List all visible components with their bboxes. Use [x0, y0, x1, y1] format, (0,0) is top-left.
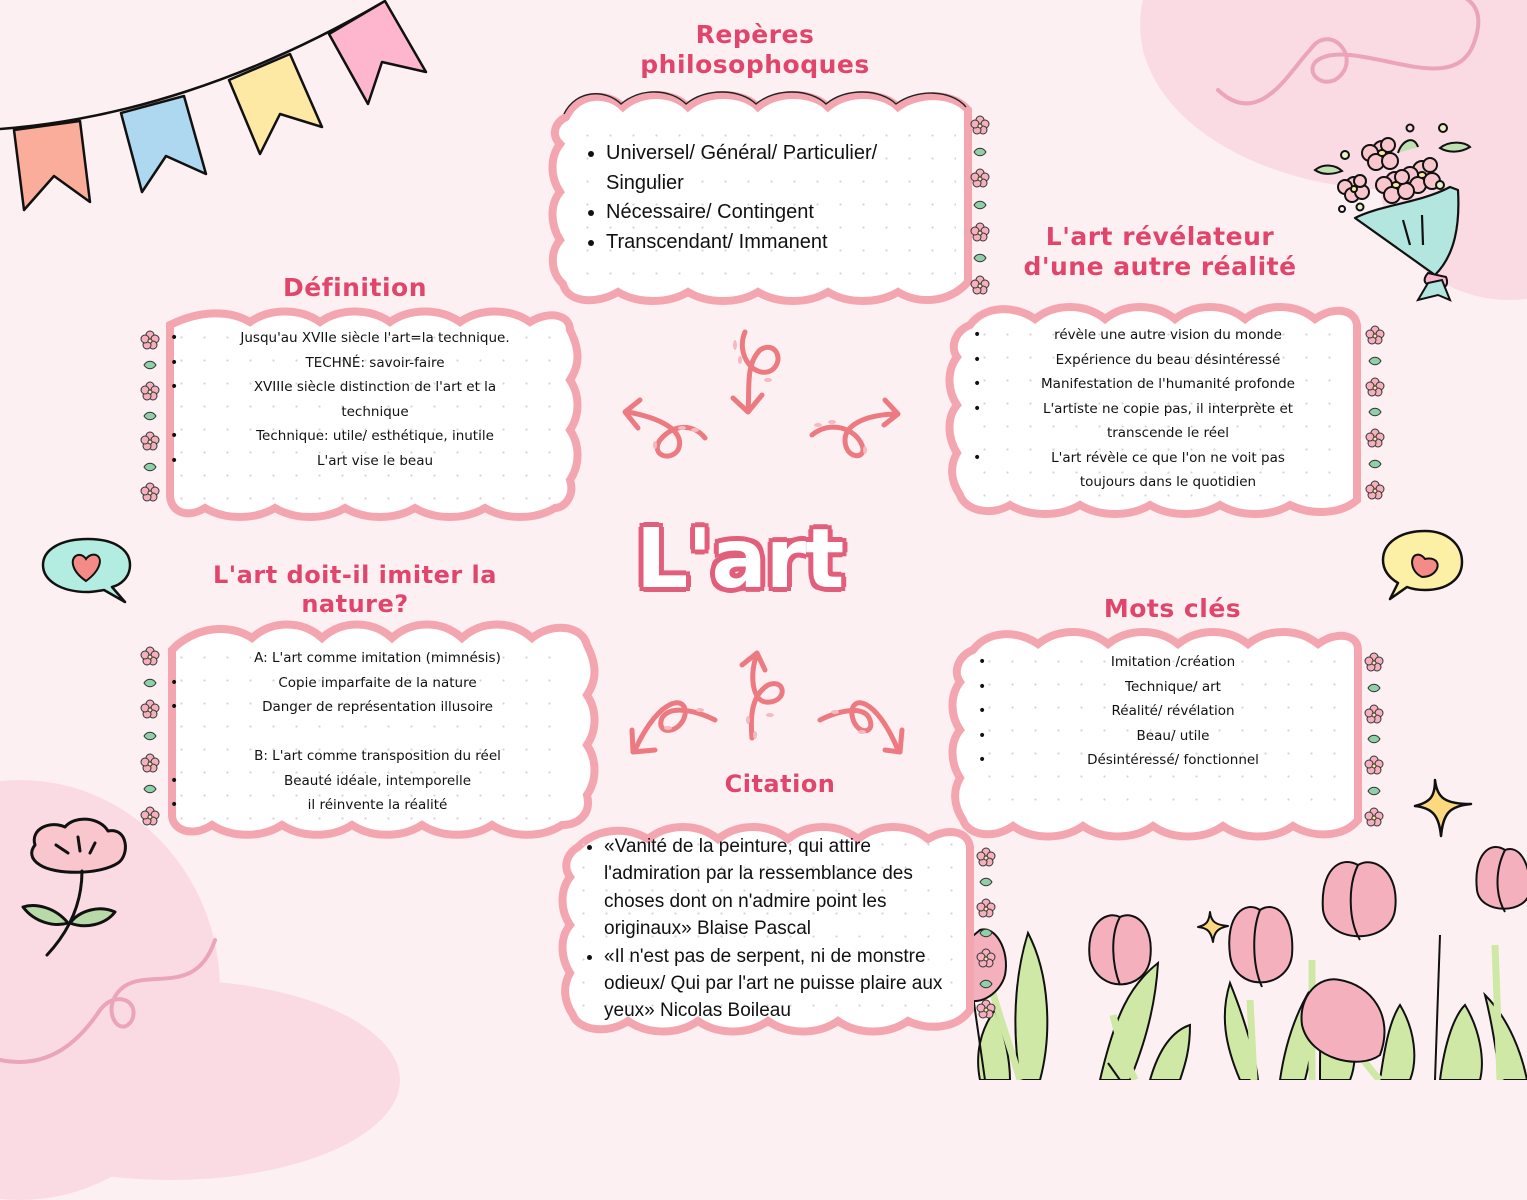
citation-content: [572, 833, 962, 1025]
imiter-item: • Danger de représentation illusoire: [170, 695, 565, 720]
flower-deco-icon: [140, 806, 160, 826]
citation-box: [558, 825, 976, 1035]
definition-item: • L'art vise le beau: [170, 449, 560, 474]
bunting-icon: [0, 0, 440, 220]
flower-deco-icon: [1365, 377, 1385, 397]
reperes-item: Singulier: [606, 171, 684, 194]
citation-heading: Citation: [724, 770, 836, 798]
leaf-deco-icon: [979, 877, 993, 887]
revelateur-heading: [1000, 222, 1320, 282]
flower-deco-icon: [970, 222, 990, 242]
flower-deco-icon: [140, 330, 160, 350]
flower-deco-icon: [970, 115, 990, 135]
revelateur-item: • révèle une autre vision du monde: [973, 323, 1343, 348]
speech-bubble-heart-icon-left: [40, 535, 135, 605]
mots-cles-item: • Technique/ art: [978, 675, 1348, 700]
leaf-deco-icon: [143, 784, 157, 794]
mots-cles-item: • Beau/ utile: [978, 724, 1348, 749]
leaf-deco-icon: [1367, 786, 1381, 796]
reperes-box: [548, 92, 973, 304]
citation-flower-column: [976, 847, 996, 1019]
revelateur-item: • L'art révèle ce que l'on ne voit pas: [973, 446, 1343, 471]
revelateur-item: • L'artiste ne copie pas, il interprète et: [973, 397, 1343, 422]
flower-deco-icon: [976, 948, 996, 968]
bouquet-icon: [1310, 115, 1490, 310]
definition-content: [170, 326, 560, 501]
mots-cles-box: [948, 630, 1366, 840]
flower-deco-icon: [1364, 652, 1384, 672]
swirl-line-top-right: [1200, 0, 1500, 120]
reperes-flower-column: [970, 115, 990, 295]
main-title: L'art: [636, 512, 844, 607]
flower-deco-icon: [976, 999, 996, 1019]
definition-item: • Jusqu'au XVIIe siècle l'art=la technique.: [170, 326, 560, 351]
revelateur-flower-column: [1365, 325, 1385, 500]
mots-cles-item: • Désintéressé/ fonctionnel: [978, 748, 1348, 773]
reperes-content: [576, 124, 956, 284]
citation-item: • «Il n'est pas de serpent, ni de monstre odieux/ Qui par l'art ne puisse plaire aux yeux» Nicolas Boileau: [604, 943, 962, 1025]
flower-deco-icon: [1364, 704, 1384, 724]
reperes-item: • Transcendant/ Immanent: [606, 228, 956, 258]
leaf-deco-icon: [1367, 734, 1381, 744]
leaf-deco-icon: [973, 147, 987, 157]
leaf-deco-icon: [143, 731, 157, 741]
leaf-deco-icon: [143, 360, 157, 370]
reperes-heading-line2: philosophoques: [640, 50, 870, 79]
leaf-deco-icon: [979, 979, 993, 989]
leaf-deco-icon: [143, 678, 157, 688]
flower-icon: [20, 815, 130, 965]
citation-item: • «Vanité de la peinture, qui attire l'admiration par la ressemblance des choses dont on n'admire point les originaux» Blaise Pascal: [604, 833, 962, 943]
leaf-deco-icon: [973, 253, 987, 263]
leaf-deco-icon: [143, 411, 157, 421]
revelateur-heading-line1: L'art révélateur: [1045, 222, 1275, 251]
reperes-item: • Universel/ Général/ Particulier/: [606, 139, 956, 169]
flower-deco-icon: [1365, 428, 1385, 448]
leaf-deco-icon: [973, 200, 987, 210]
leaf-deco-icon: [1368, 356, 1382, 366]
revelateur-box: [945, 305, 1365, 517]
revelateur-item: toujours dans le quotidien: [1079, 474, 1257, 490]
leaf-deco-icon: [1368, 459, 1382, 469]
imiter-item: • Copie imparfaite de la nature: [170, 671, 565, 696]
imiter-item: B: L'art comme transposition du réel: [254, 748, 501, 764]
definition-item: • TECHNÉ: savoir-faire: [170, 351, 560, 376]
definition-item: • XVIIIe siècle distinction de l'art et la: [170, 375, 560, 400]
flower-deco-icon: [970, 275, 990, 295]
flower-deco-icon: [140, 753, 160, 773]
leaf-deco-icon: [1368, 407, 1382, 417]
imiter-item: • il réinvente la réalité: [170, 793, 565, 818]
imiter-item: • Beauté idéale, intemporelle: [170, 769, 565, 794]
mots-cles-heading: Mots clés: [1103, 594, 1242, 623]
imiter-flower-column: [140, 646, 160, 826]
flower-deco-icon: [140, 431, 160, 451]
definition-item: • Technique: utile/ esthétique, inutile: [170, 424, 560, 449]
flower-deco-icon: [140, 646, 160, 666]
flower-deco-icon: [1364, 755, 1384, 775]
imiter-item: A: L'art comme imitation (mimnésis): [254, 650, 501, 666]
leaf-deco-icon: [1367, 683, 1381, 693]
revelateur-content: [973, 323, 1343, 503]
flower-deco-icon: [1365, 480, 1385, 500]
imiter-box: [162, 620, 602, 840]
definition-flower-column: [140, 330, 160, 502]
mots-cles-content: [978, 650, 1348, 820]
imiter-heading-line1: L'art doit-il imiter la: [213, 561, 497, 589]
flower-deco-icon: [970, 168, 990, 188]
imiter-item: [170, 720, 565, 745]
revelateur-item: • Expérience du beau désintéressé: [973, 348, 1343, 373]
flower-deco-icon: [140, 482, 160, 502]
definition-item: technique: [341, 403, 409, 420]
flower-deco-icon: [140, 381, 160, 401]
flower-deco-icon: [1365, 325, 1385, 345]
imiter-heading-line2: nature?: [301, 589, 409, 618]
revelateur-item: transcende le réel: [1106, 425, 1230, 441]
leaf-deco-icon: [143, 462, 157, 472]
definition-box: [160, 310, 585, 520]
mots-cles-item: • Réalité/ révélation: [978, 699, 1348, 724]
reperes-item: • Nécessaire/ Contingent: [606, 198, 956, 228]
reperes-heading: [600, 20, 910, 80]
flower-deco-icon: [1364, 807, 1384, 827]
flower-deco-icon: [976, 898, 996, 918]
flower-deco-icon: [976, 847, 996, 867]
revelateur-item: • Manifestation de l'humanité profonde: [973, 372, 1343, 397]
definition-heading: Définition: [282, 273, 427, 302]
imiter-content: [170, 646, 565, 826]
speech-bubble-heart-icon-right: [1380, 527, 1470, 602]
imiter-heading: [200, 561, 510, 619]
revelateur-heading-line2: d'une autre réalité: [1023, 252, 1297, 281]
curly-arrow-icons: [600, 310, 920, 760]
leaf-deco-icon: [979, 928, 993, 938]
reperes-heading-line1: Repères: [695, 20, 815, 49]
flower-deco-icon: [140, 699, 160, 719]
mots-cles-item: • Imitation /création: [978, 650, 1348, 675]
tulips-icon: [940, 815, 1527, 1080]
mots-cles-flower-column: [1364, 652, 1384, 827]
